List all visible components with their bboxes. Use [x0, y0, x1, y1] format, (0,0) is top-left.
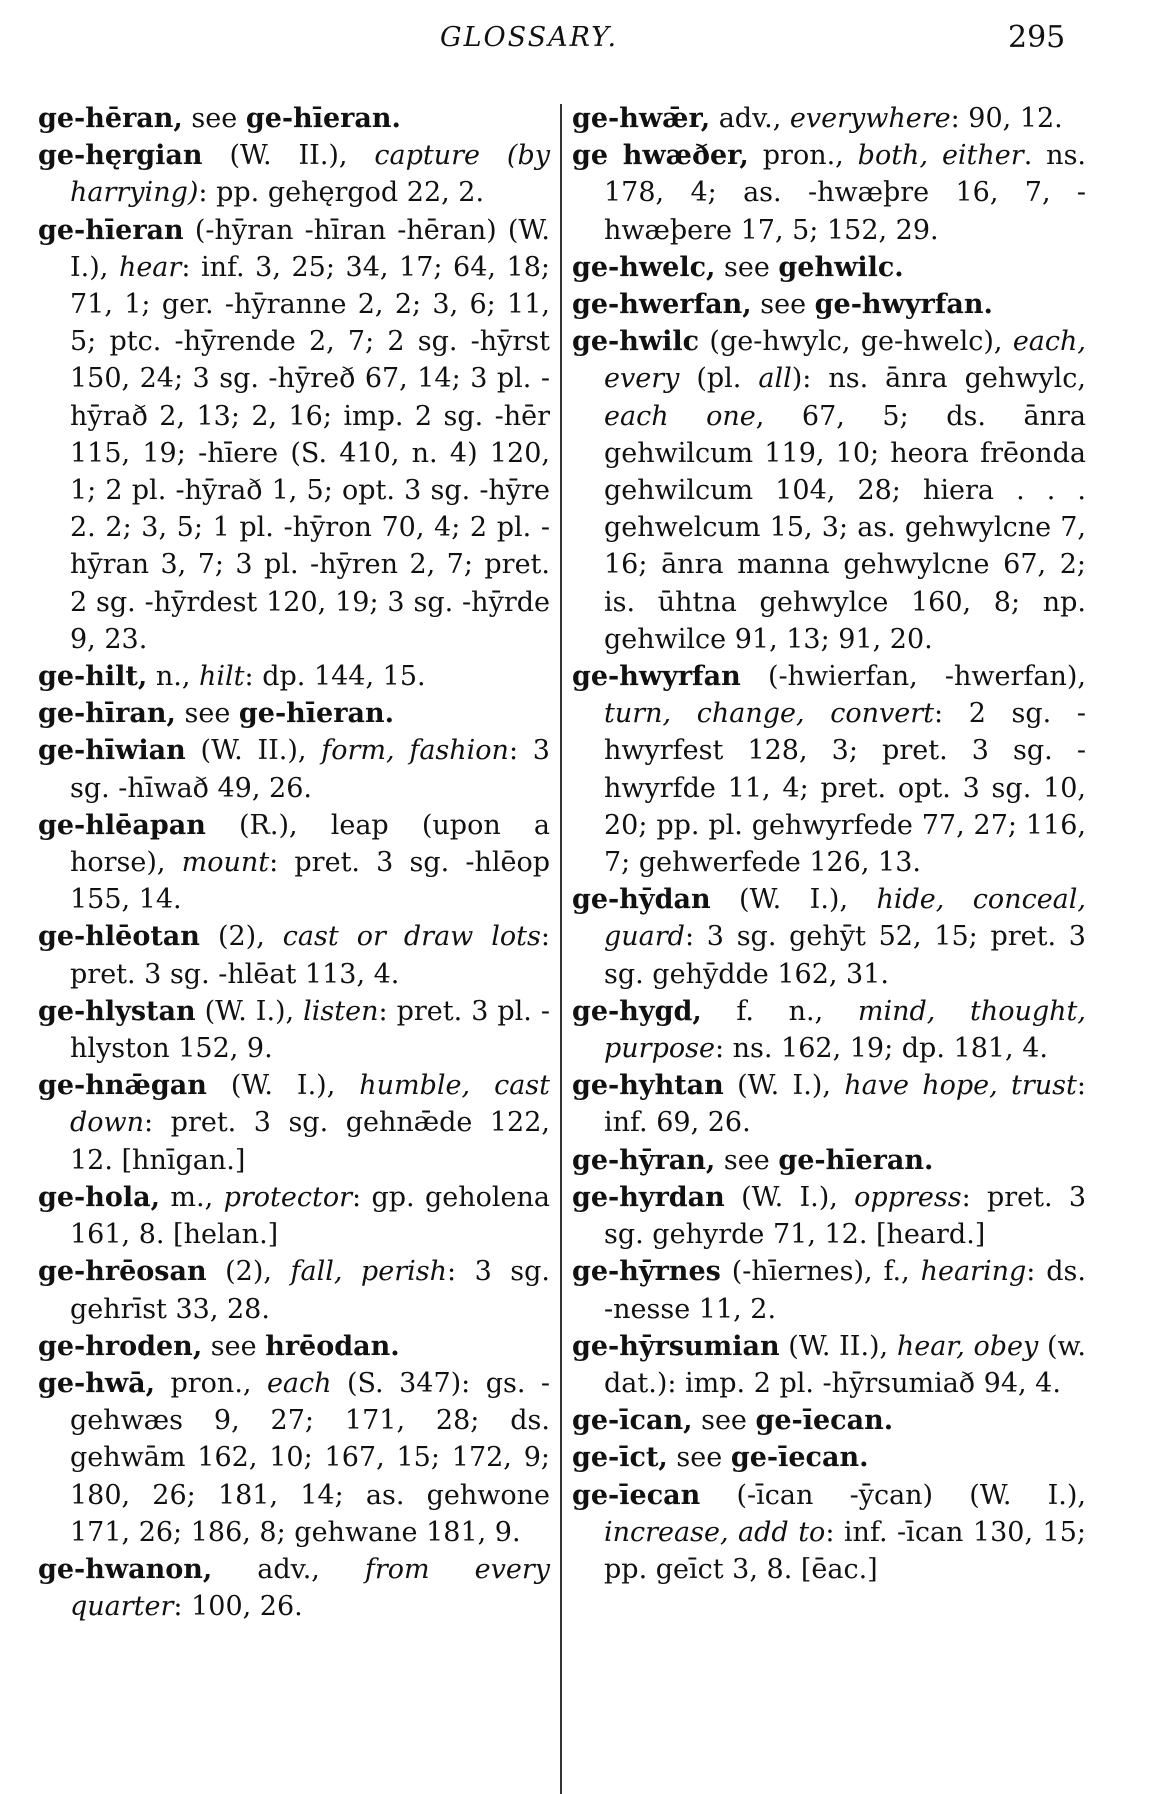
headword: ge-hwyrfan	[572, 661, 741, 693]
headword: ge-hilt,	[38, 661, 148, 693]
glossary-entry: ge-hȳran, see ge-hīeran.	[572, 1144, 934, 1176]
headword: ge-hīeran	[38, 214, 184, 246]
cross-reference: ge-hīeran.	[245, 103, 401, 134]
glossary-entry: ge-hwelc, see gehwilc.	[572, 251, 904, 283]
glossary-entry: ge-hīran, see ge-hīeran.	[38, 698, 394, 730]
gloss: all	[758, 363, 792, 395]
gloss: hearing	[920, 1256, 1027, 1288]
gloss: hear	[118, 251, 182, 283]
headword: ge-īcan,	[572, 1405, 693, 1437]
glossary-entry: ge-hlēapan (R.), leap (upon a horse), mount: pret. 3 sg. -hlēop 155, 14.	[38, 809, 550, 916]
glossary-entry: ge-hyrdan (W. I.), oppress: pret. 3 sg. gehyrde 71, 12. [heard.]	[572, 1181, 1087, 1251]
glossary-entry: ge-hwyrfan (-hwierfan, -hwerfan), turn, change, convert: 2 sg. -hwyrfest 128, 3; pret. 3 sg. -hwyrfde 11, 4; pret. opt. 3 sg. 10, 20; pp. pl. gehwyrfede 77, 27; 116, 7; gehwerfede 126, 13.	[572, 661, 1086, 879]
cross-reference: ge-hīeran.	[778, 1144, 934, 1176]
gloss: turn, change, convert	[604, 698, 934, 730]
page-title: GLOSSARY.	[440, 22, 619, 53]
glossary-entry: ge-hȳdan (W. I.), hide, conceal, guard: 3 sg. gehȳt 52, 15; pret. 3 sg. gehȳdde 162, 31.	[572, 884, 1086, 990]
cross-reference: ge-īecan.	[730, 1442, 869, 1474]
headword: ge-hrēosan	[38, 1256, 207, 1288]
headword: ge-hȳdan	[572, 884, 711, 916]
gloss: have hope, trust	[844, 1070, 1077, 1102]
headword: ge-hlēotan	[38, 921, 200, 953]
cross-reference: gehwilc.	[778, 251, 904, 283]
glossary-entry: ge-hroden, see hrēodan.	[38, 1330, 400, 1362]
headword: ge-hēran,	[38, 103, 183, 134]
gloss: capture (by harrying)	[70, 140, 550, 209]
right-column	[572, 100, 1086, 1588]
glossary-entry: ge-hwǣr, adv., everywhere: 90, 12.	[572, 103, 1063, 134]
glossary-entry: ge-hwilc (ge-hwylc, ge-hwelc), each, every (pl. all): ns. ānra gehwylc, each one, 67, 5; ds. ānra gehwilcum 119, 10; heora frēonda gehwilcum 104, 28; hiera . . . gehwelcum 15, 3; as. gehwylcne 7, 16; ānra manna gehwylcne 67, 2; is. ūhtna gehwylce 160, 8; np. gehwilce 91, 13; 91, 20.	[572, 326, 1086, 655]
gloss: humble, cast down	[70, 1070, 550, 1139]
gloss: hide, conceal, guard	[604, 884, 1086, 953]
headword: ge-hwǣr,	[572, 103, 711, 134]
gloss: each one	[604, 400, 756, 432]
glossary-entry: ge-hīwian (W. II.), form, fashion: 3 sg. -hīwað 49, 26.	[38, 735, 550, 804]
headword: ge-hȳran,	[572, 1144, 716, 1176]
gloss: hear, obey	[896, 1330, 1039, 1362]
glossary-entry: ge-hlēotan (2), cast or draw lots: pret. 3 sg. -hlēat 113, 4.	[38, 921, 550, 990]
gloss: hilt	[199, 661, 245, 693]
gloss: protector	[223, 1181, 352, 1213]
glossary-entry: ge-hlystan (W. I.), listen: pret. 3 pl. -hlyston 152, 9.	[38, 995, 550, 1065]
headword: ge-hroden,	[38, 1330, 203, 1362]
glossary-entry: ge-īcan, see ge-īecan.	[572, 1405, 894, 1437]
cross-reference: ge-īecan.	[755, 1405, 894, 1437]
glossary-entry: ge-hīeran (-hȳran -hīran -hēran) (W. I.), hear: inf. 3, 25; 34, 17; 64, 18; 71, 1; ger. -hȳranne 2, 2; 3, 6; 11, 5; ptc. -hȳrende 2, 7; 2 sg. -hȳrst 150, 24; 3 sg. -hȳreð 67, 14; 3 pl. -hȳrað 2, 13; 2, 16; imp. 2 sg. -hēr 115, 19; -hīere (S. 410, n. 4) 120, 1; 2 pl. -hȳrað 1, 5; opt. 3 sg. -hȳre 2. 2; 3, 5; 1 pl. -hȳron 70, 4; 2 pl. -hȳran 3, 7; 3 pl. -hȳren 2, 7; pret. 2 sg. -hȳrdest 120, 19; 3 sg. -hȳrde 9, 23.	[38, 214, 550, 655]
headword: ge-hlystan	[38, 995, 196, 1027]
gloss: listen	[303, 995, 379, 1027]
headword: ge-hola,	[38, 1181, 161, 1213]
gloss: each, every	[604, 326, 1086, 395]
running-head	[0, 14, 1158, 54]
gloss: mind, thought, purpose	[604, 995, 1086, 1065]
glossary-entry: ge-hēran, see ge-hīeran.	[38, 103, 401, 134]
gloss: each	[266, 1367, 332, 1399]
gloss: from every quarter	[70, 1553, 551, 1623]
glossary-entry: ge-īct, see ge-īecan.	[572, 1442, 869, 1474]
gloss: everywhere	[789, 103, 951, 134]
gloss: mount	[181, 847, 270, 879]
gloss: oppress	[854, 1181, 962, 1213]
glossary-entry: ge-hȳrsumian (W. II.), hear, obey (w. dat.): imp. 2 pl. -hȳrsumiað 94, 4.	[572, 1330, 1087, 1399]
headword: ge hwæðer,	[572, 140, 749, 172]
headword: ge-hwelc,	[572, 251, 716, 283]
headword: ge-hwanon,	[38, 1553, 213, 1585]
glossary-entry: ge-hrēosan (2), fall, perish: 3 sg. gehrīst 33, 28.	[38, 1256, 550, 1325]
glossary-entry: ge-hwerfan, see ge-hwyrfan.	[572, 289, 993, 321]
headword: ge-īct,	[572, 1442, 668, 1474]
glossary-entry: ge-hyhtan (W. I.), have hope, trust: inf. 69, 26.	[572, 1070, 1086, 1139]
headword: ge-hęrgian	[38, 140, 203, 172]
headword: ge-hnǣgan	[38, 1070, 207, 1102]
gloss: fall, perish	[290, 1256, 447, 1288]
headword: ge-hlēapan	[38, 809, 206, 841]
gloss: form, fashion	[321, 735, 509, 767]
headword: ge-hwā,	[38, 1367, 156, 1399]
headword: ge-hygd,	[572, 995, 702, 1027]
left-column	[38, 100, 550, 1625]
gloss: increase, add to	[604, 1516, 826, 1548]
headword: ge-hwilc	[572, 326, 700, 358]
glossary-entry: ge-hwanon, adv., from every quarter: 100, 26.	[38, 1553, 551, 1623]
gloss: cast or draw lots	[282, 921, 541, 953]
glossary-entry: ge hwæðer, pron., both, either. ns. 178, 4; as. -hwæþre 16, 7, -hwæþere 17, 5; 152, 29.	[572, 140, 1087, 246]
glossary-entry: ge-hnǣgan (W. I.), humble, cast down: pret. 3 sg. gehnǣde 122, 12. [hnīgan.]	[38, 1070, 550, 1176]
glossary-entry: ge-hȳrnes (-hīernes), f., hearing: ds. -nesse 11, 2.	[572, 1256, 1086, 1325]
glossary-entry: ge-hwā, pron., each (S. 347): gs. -gehwæs 9, 27; 171, 28; ds. gehwām 162, 10; 167, 15; 172, 9; 180, 26; 181, 14; as. gehwone 171, 26; 186, 8; gehwane 181, 9.	[38, 1367, 550, 1548]
headword: ge-hīwian	[38, 735, 186, 767]
glossary-entry: ge-hilt, n., hilt: dp. 144, 15.	[38, 661, 426, 693]
column-divider	[560, 104, 562, 1794]
cross-reference: ge-hwyrfan.	[814, 289, 993, 321]
page-number: 295	[1008, 20, 1066, 55]
headword: ge-hȳrnes	[572, 1256, 721, 1288]
cross-reference: ge-hīeran.	[238, 698, 394, 730]
headword: ge-hȳrsumian	[572, 1330, 780, 1362]
headword: ge-īecan	[572, 1479, 701, 1511]
headword: ge-hīran,	[38, 698, 176, 730]
cross-reference: hrēodan.	[265, 1330, 400, 1362]
glossary-entry: ge-īecan (-īcan -ȳcan) (W. I.), increase, add to: inf. -īcan 130, 15; pp. geīct 3, 8. [ēac.]	[572, 1479, 1086, 1585]
glossary-entry: ge-hygd, f. n., mind, thought, purpose: ns. 162, 19; dp. 181, 4.	[572, 995, 1086, 1065]
glossary-entry: ge-hola, m., protector: gp. geholena 161, 8. [helan.]	[38, 1181, 550, 1251]
headword: ge-hyhtan	[572, 1070, 724, 1102]
headword: ge-hyrdan	[572, 1181, 725, 1213]
glossary-entry: ge-hęrgian (W. II.), capture (by harrying): pp. gehęrgod 22, 2.	[38, 140, 550, 209]
gloss: both, either	[857, 140, 1024, 172]
headword: ge-hwerfan,	[572, 289, 752, 321]
